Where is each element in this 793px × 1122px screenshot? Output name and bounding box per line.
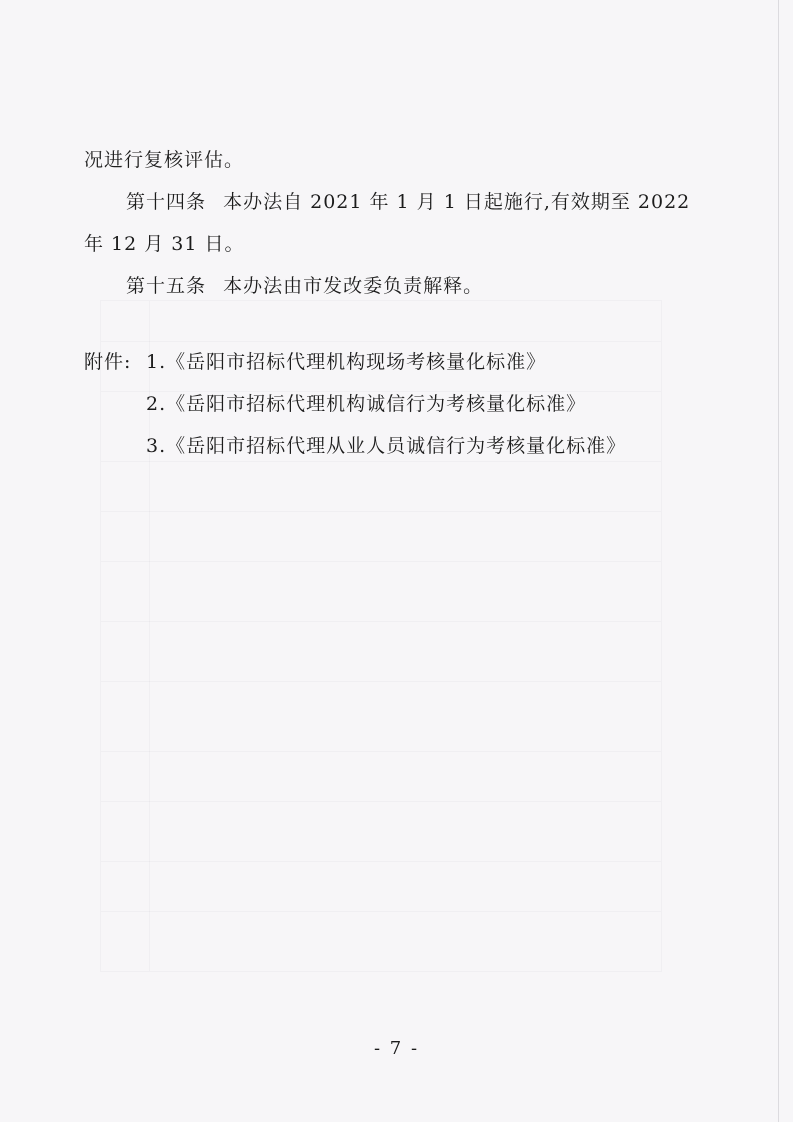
article-14-text-a: 本办法自 2021 年 1 月 1 日起施行,有效期至 2022 [223, 191, 691, 213]
article-15 [126, 274, 483, 298]
article-14-title: 第十四条 [126, 191, 207, 213]
article-14-continuation: 年 12 月 31 日。 [84, 233, 245, 255]
attachment-item-3: 3.《岳阳市招标代理从业人员诚信行为考核量化标准》 [146, 435, 627, 457]
article-15-text: 本办法由市发改委负责解释。 [223, 275, 484, 297]
article-15-title: 第十五条 [126, 275, 207, 297]
attachment-item-1: 1.《岳阳市招标代理机构现场考核量化标准》 [146, 351, 547, 373]
attachment-item-2: 2.《岳阳市招标代理机构诚信行为考核量化标准》 [146, 393, 587, 415]
scan-edge [778, 0, 779, 1122]
page-number: - 7 - [373, 1038, 420, 1059]
article-14 [126, 190, 690, 214]
paragraph-line-1: 况进行复核评估。 [84, 149, 245, 171]
attachment-label: 附件: [84, 351, 132, 373]
